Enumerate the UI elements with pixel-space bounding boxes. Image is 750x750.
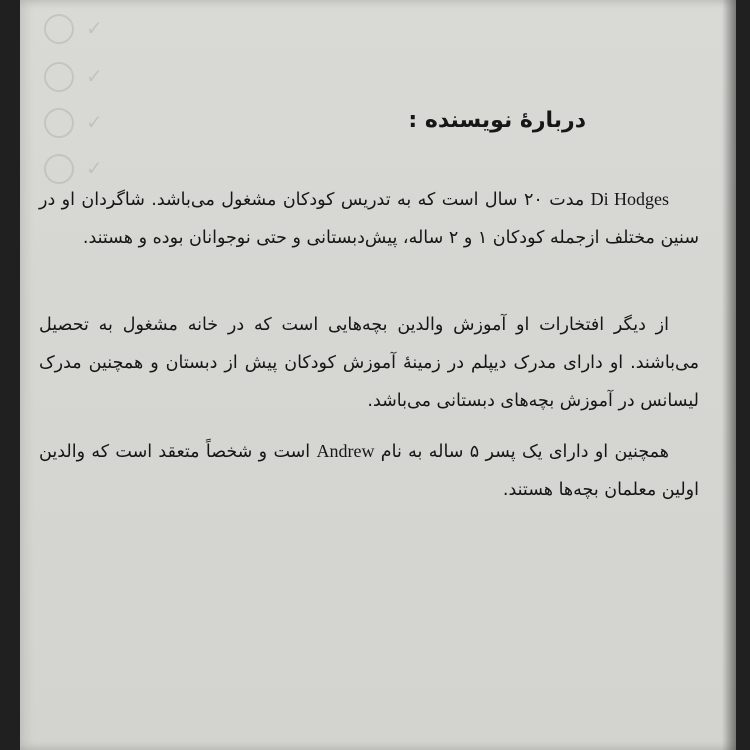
paragraph-text: همچنین او دارای یک پسر ۵ ساله به نام <box>374 442 669 462</box>
son-name: Andrew <box>316 441 375 461</box>
section-heading: درباره‌ٔ نویسنده : <box>408 108 586 133</box>
bleed-through-check-mark: ✓ <box>86 156 103 180</box>
bio-paragraph <box>39 306 699 420</box>
paragraph-text: از دیگر افتخارات او آموزش والدین بچه‌هایی است که در خانه مشغول به تحصیل می‌باشند. او دارای مدرک دیپلم در زمینهٔ آموزش کودکان پیش از دبستان و همچنین مدرک لیسانس در آموزش بچه‌های دبستانی می‌باشد. <box>39 315 699 411</box>
paragraph-text: است و شخصاً متعقد است که والدین اولین معلمان بچه‌ها هستند. <box>39 442 699 500</box>
bleed-through-circle-mark <box>44 108 74 138</box>
bleed-through-circle-mark <box>44 14 74 44</box>
page-edge-shadow <box>722 0 736 750</box>
bleed-through-check-mark: ✓ <box>86 110 103 134</box>
bio-paragraph <box>39 180 699 257</box>
paragraph-text: مدت ۲۰ سال است که به تدریس کودکان مشغول می‌باشد. شاگردان او در سنین مختلف ازجمله کودکان ۱ و ۲ ساله، پیش‌دبستانی و حتی نوجوانان بوده و هستند. <box>39 190 699 248</box>
bio-paragraph <box>39 432 699 509</box>
bleed-through-circle-mark <box>44 62 74 92</box>
author-name: Di Hodges <box>590 189 669 209</box>
bleed-through-check-mark: ✓ <box>86 64 103 88</box>
bleed-through-check-mark: ✓ <box>86 16 103 40</box>
book-page <box>20 0 736 750</box>
